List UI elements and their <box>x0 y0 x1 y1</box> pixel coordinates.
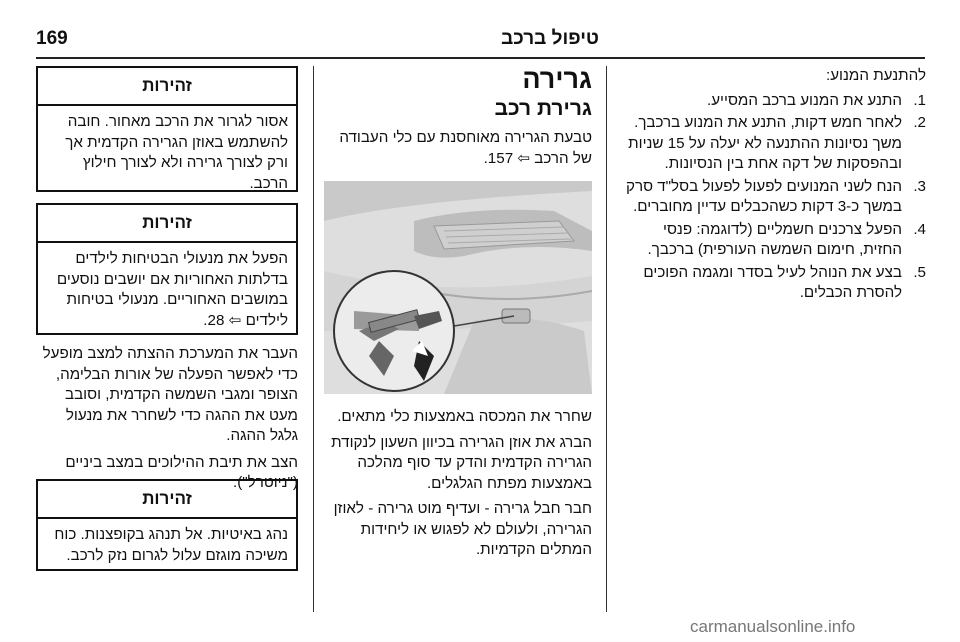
steps-intro: להתנעת המנוע: <box>826 67 926 84</box>
warning-box <box>36 479 298 571</box>
page-number: 169 <box>36 28 68 49</box>
tow-eye-illustration <box>324 181 592 394</box>
step-text: הפעל צרכנים חשמליים (לדוגמה: פנסי החזית, חימום השמשה העורפית) ברכבך. <box>647 220 902 258</box>
middle-column-bottom <box>320 407 592 561</box>
warning-box <box>36 203 298 335</box>
page-header <box>36 28 599 52</box>
warning-heading: זהירות <box>38 205 296 243</box>
subsection-title: גרירת רכב <box>494 97 592 120</box>
column-divider <box>606 66 607 612</box>
step-item <box>616 91 926 112</box>
header-rule <box>36 57 925 59</box>
middle-column-top <box>324 64 592 169</box>
warning-text: הפעל את מנעולי הבטיחות לילדים בדלתות האחוריות אם יושבים נוסעים במושבים האחוריים. מנעולי בטיחות לילדים ⇦ 28. <box>56 250 288 329</box>
paragraph: טבעת הגרירה מאוחסנת עם כלי העבודה של הרכב ⇦ 157. <box>339 129 592 167</box>
step-number: 1. <box>913 91 926 109</box>
step-item <box>616 263 926 304</box>
right-column <box>616 66 926 306</box>
paragraph: העבר את המערכת ההצתה למצב מופעל כדי לאפשר הפעלה של אורות הבלימה, הצופר ומגבי השמשה הקדמית, וסובב מעט את ההגה כדי לשחרר את מנעול גלגל ההגה. <box>42 345 298 444</box>
warning-box <box>36 66 298 192</box>
step-item <box>616 113 926 175</box>
step-text: בצע את הנוהל לעיל בסדר ומגמה הפוכים להסרת הכבלים. <box>643 263 902 301</box>
step-item <box>616 220 926 261</box>
page-title: טיפול ברכב <box>501 28 599 49</box>
warning-text: נהג באיטיות. אל תנהג בקופצנות. כוח משיכה מוגזם עלול לגרום נזק לרכב. <box>54 526 288 564</box>
step-number: 3. <box>913 177 926 195</box>
paragraph: חבר חבל גרירה - ועדיף מוט גרירה - לאוזן הגרירה, ולעולם לא לפגוש או ליחידות המתלים הקדמיות. <box>333 500 592 558</box>
left-body-text <box>36 344 298 494</box>
section-title: גרירה <box>522 64 592 94</box>
paragraph: שחרר את המכסה באמצעות כלי מתאים. <box>337 408 592 425</box>
watermark: carmanualsonline.info <box>690 617 856 636</box>
warning-heading: זהירות <box>38 68 296 106</box>
step-number: 2. <box>913 114 926 131</box>
step-text: התנע את המנוע ברכב המסייע. <box>707 91 902 109</box>
step-text: לאחר חמש דקות, התנע את המנוע ברכבך. משך נסיונות ההתנעה לא יעלה על 15 שניות ובהפסקות של דקה אחת בין הנסיונות. <box>628 114 902 172</box>
step-number: 5. <box>913 263 926 281</box>
step-number: 4. <box>913 220 926 238</box>
steps-list <box>616 91 926 304</box>
paragraph: הברג את אוזן הגרירה בכיוון השעון לנקודת הגרירה הקדמית והדק עד סוף מהלכה באמצעות מפתח הגלגלים. <box>331 433 592 492</box>
warning-heading: זהירות <box>38 481 296 519</box>
column-divider <box>313 66 314 612</box>
step-item <box>616 177 926 218</box>
warning-text: אסור לגרור את הרכב מאחור. חובה להשתמש באוזן הגרירה הקדמית אך ורק לצורך גרירה ולא לצורך חילוץ הרכב. <box>65 113 288 192</box>
paragraph: הצב את תיבת ההילוכים במצב ביניים ("ניוטרל"). <box>65 453 298 491</box>
step-text: הנח לשני המנועים לפעול לפעול בסל"ד סרק במשך כ-3 דקות כשהכבלים עדיין מחוברים. <box>626 177 902 215</box>
